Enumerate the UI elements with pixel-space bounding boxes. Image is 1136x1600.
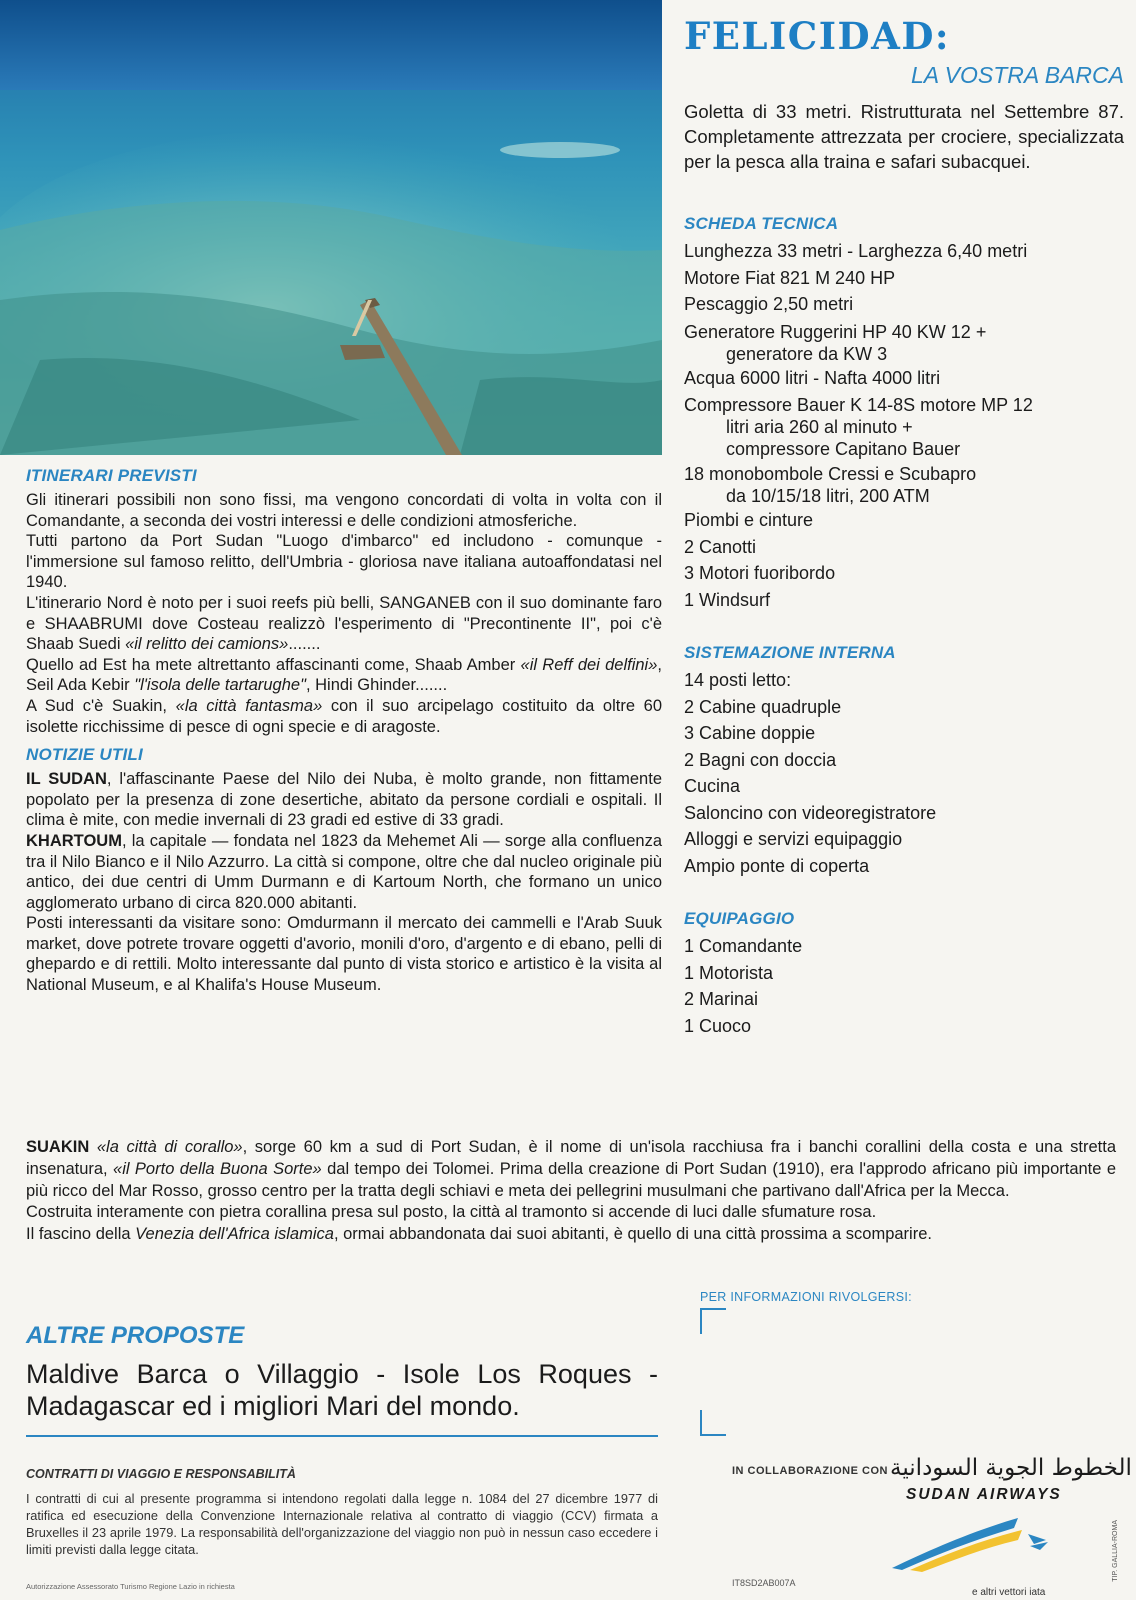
text-run: Il fascino della <box>26 1225 136 1244</box>
list-item: 1 Motorista <box>684 962 774 983</box>
reef-photo <box>0 0 662 455</box>
text-emphasis: «la città di corallo» <box>89 1138 243 1156</box>
text-emphasis: "l'isola delle tartarughe" <box>134 676 306 695</box>
suakin-section <box>26 1137 1116 1246</box>
text-run: L'itinerario Nord è noto per i suoi reefs più belli, SANGANEB con il suo dominante faro e SHAABRUMI dove Costeau realizzò l'esperimento di "Precontinente II", poi c'è Shaab Suedi <box>26 593 662 654</box>
contratti-heading: CONTRATTI DI VIAGGIO E RESPONSABILITÀ <box>26 1467 296 1481</box>
scheda-list <box>684 238 1124 613</box>
text-run: , ormai abbandonata dai suoi abitanti, è quello di una città prossima a scomparire. <box>333 1225 932 1244</box>
itinerari-paragraph: Tutti partono da Port Sudan "Luogo d'imbarco" ed includono - comunque - l'immersione sul famoso relitto, dell'Umbria - gloriosa nave italiana autoaffondatasi nel 1940. <box>26 532 662 592</box>
boat-subtitle: LA VOSTRA BARCA <box>910 62 1124 88</box>
list-item-continued: da 10/15/18 litri, 200 ATM <box>726 486 930 506</box>
list-item: Piombi e cinture <box>684 510 814 530</box>
suakin-paragraph <box>26 1224 1116 1246</box>
list-item-text: Compressore Bauer K 14-8S motore MP 12 <box>684 395 1033 415</box>
text-run: dal tempo dei Tolomei. Prima della creazione di Port Sudan (1910), era l'approdo africano più importante e più ricco del Mar Rosso, grosso centro per la tratta degli schiavi e meta dei pellegrini musulmani che partivano dall'Africa per la Mecca. <box>26 1159 1116 1200</box>
sistemazione-heading: SISTEMAZIONE INTERNA <box>684 643 896 662</box>
list-item <box>684 460 1124 507</box>
list-item <box>684 318 1124 365</box>
notizie-heading: NOTIZIE UTILI <box>26 745 143 765</box>
itinerari-paragraph <box>26 655 662 696</box>
text-lead: KHARTOUM <box>26 831 122 850</box>
list-item: Lunghezza 33 metri - Larghezza 6,40 metri <box>684 241 1028 261</box>
list-item: 2 Canotti <box>684 536 757 557</box>
text-emphasis: «il Porto della Buona Sorte» <box>113 1159 322 1178</box>
notizie-paragraph <box>26 831 662 913</box>
text-run: , l'affascinante Paese del Nilo dei Nuba, è molto grande, non fittamente popolato per la presenza di zone desertiche, abitato da persone cordiali e ospitali. Il clima è mite, con medie invernali di 23 gradi ed estive di 33 gradi. <box>26 770 662 830</box>
text-emphasis: Venezia dell'Africa islamica <box>135 1225 334 1244</box>
list-item: Pescaggio 2,50 metri <box>684 294 854 314</box>
notizie-paragraph <box>26 769 662 831</box>
list-item: Acqua 6000 litri - Nafta 4000 litri <box>684 367 941 388</box>
contratti-text: I contratti di cui al presente programma si intendono regolati dalla legge n. 1084 del 27 dicembre 1977 di ratifica ed esecuzione della Convenzione Internazionale relativa al contratto di viaggio (CCV) firmata a Bruxelles il 23 aprile 1979. La responsabilità dell'organizzazione del viaggio non può in nessun caso eccedere i limiti previsti dalla legge citata. <box>26 1491 658 1557</box>
text-run: A Sud c'è Suakin, <box>26 696 176 715</box>
info-label: PER INFORMAZIONI RIVOLGERSI: <box>700 1290 912 1304</box>
iata-note: e altri vettori iata <box>972 1587 1046 1598</box>
text-emphasis: «il Reff dei delfini» <box>520 655 658 674</box>
list-item: 1 Windsurf <box>684 589 771 610</box>
list-item: 14 posti letto: <box>684 670 792 690</box>
notizie-paragraph: Posti interessanti da visitare sono: Omdurmann il mercato dei cammelli e l'Arab Suuk market, dove potrete trovare oggetti d'avorio, monili d'oro, d'argento e di ebano, pelli di ghepardo e di rettili. Molto interessante dal punto di vista storico e artistico è la visita al National Museum, e al Khalifa's House Museum. <box>26 914 662 995</box>
boat-title: FELICIDAD: <box>684 14 951 58</box>
text-run: con il suo arcipelago costituito da oltre 60 isolette ricchissime di pesce di ogni specie e di aragoste. <box>26 696 663 736</box>
list-item: Cucina <box>684 776 741 796</box>
equipaggio-heading: EQUIPAGGIO <box>684 909 795 928</box>
list-item <box>684 391 1124 460</box>
itinerari-paragraph <box>26 696 662 737</box>
collab-label: IN COLLABORAZIONE CON <box>732 1465 888 1477</box>
text-run: ....... <box>288 635 321 654</box>
list-item: 2 Marinai <box>684 989 759 1009</box>
suakin-paragraph <box>26 1137 1116 1202</box>
text-emphasis: «la città fantasma» <box>175 696 323 715</box>
printer-credit: TIP. GALLIA-ROMA <box>1112 1520 1119 1582</box>
scheda-heading: SCHEDA TECNICA <box>684 214 839 233</box>
itinerari-paragraph <box>26 593 662 655</box>
list-item: Saloncino con videoregistratore <box>684 802 937 823</box>
airline-name: SUDAN AIRWAYS <box>906 1486 1062 1503</box>
text-run: , Seil Ada Kebir <box>26 655 662 695</box>
altre-divider <box>26 1435 658 1437</box>
list-item: Ampio ponte di coperta <box>684 855 870 876</box>
sistemazione-list <box>684 667 1124 879</box>
text-run: Quello ad Est ha mete altrettanto affascinanti come, Shaab Amber <box>26 655 521 674</box>
text-emphasis: «il relitto dei camions» <box>125 635 289 654</box>
info-box-corner-bottom <box>700 1410 726 1436</box>
autorizzazione-note: Autorizzazione Assessorato Turismo Regione Lazio in richiesta <box>26 1582 235 1591</box>
catalog-code: IT8SD2AB007A <box>732 1578 796 1588</box>
boat-intro: Goletta di 33 metri. Ristrutturata nel Settembre 87. Completamente attrezzata per crociere, specializzata per la pesca alla traina e safari subacquei. <box>684 101 1124 172</box>
list-item: 3 Cabine doppie <box>684 723 816 743</box>
list-item: 2 Cabine quadruple <box>684 696 842 717</box>
list-item-text: Generatore Ruggerini HP 40 KW 12 + <box>684 321 987 342</box>
text-run: , sorge 60 km a sud di Port Sudan, è il nome di un'isola racchiusa fra i banchi corallini della costa e una stretta insenatura, <box>26 1138 1116 1178</box>
list-item-continued: generatore da KW 3 <box>726 343 888 364</box>
sudan-airways-logo-icon <box>890 1510 1060 1572</box>
text-run: , la capitale — fondata nel 1823 da Mehemet Ali — sorge alla confluenza tra il Nilo Bianco e il Nilo Azzurro. La città si compone, oltre che dal nucleo originale più antico, dei due centri di Umm Durmann e di Kartoum North, che formano un unico agglomerato urbano di circa 820.000 abitanti. <box>26 831 662 912</box>
list-item: Motore Fiat 821 M 240 HP <box>684 267 896 288</box>
altre-text: Maldive Barca o Villaggio - Isole Los Roques - Madagascar ed i migliori Mari del mondo. <box>26 1359 658 1421</box>
list-item-text: 18 monobombole Cressi e Scubapro <box>684 464 977 484</box>
list-item: 1 Cuoco <box>684 1015 752 1036</box>
info-box-corner-top <box>700 1308 726 1334</box>
text-lead: SUAKIN <box>26 1138 90 1156</box>
left-column <box>26 466 662 996</box>
itinerari-paragraph: Gli itinerari possibili non sono fissi, ma vengono concordati di volta in volta con il Comandante, a seconda dei vostri interessi e delle condizioni atmosferiche. <box>26 491 662 530</box>
list-item: 2 Bagni con doccia <box>684 749 837 770</box>
list-item-continued: litri aria 260 al minuto + <box>726 417 913 437</box>
list-item-continued: compressore Capitano Bauer <box>726 439 961 459</box>
itinerari-heading: ITINERARI PREVISTI <box>26 466 197 485</box>
right-column <box>684 0 1124 1039</box>
altre-heading: ALTRE PROPOSTE <box>26 1322 245 1349</box>
list-item: 1 Comandante <box>684 936 803 956</box>
list-item: 3 Motori fuoribordo <box>684 563 836 583</box>
suakin-paragraph: Costruita interamente con pietra corallina presa sul posto, la città al tramonto si accende di luci dalle sfumature rosa. <box>26 1203 877 1222</box>
text-run: , Hindi Ghinder....... <box>305 676 448 695</box>
airline-arabic-name: الخطوط الجوية السودانية <box>890 1455 1132 1481</box>
reef-photo-graphic <box>0 0 662 455</box>
equipaggio-list <box>684 933 1124 1039</box>
text-lead: IL SUDAN <box>26 770 107 789</box>
list-item: Alloggi e servizi equipaggio <box>684 829 903 849</box>
